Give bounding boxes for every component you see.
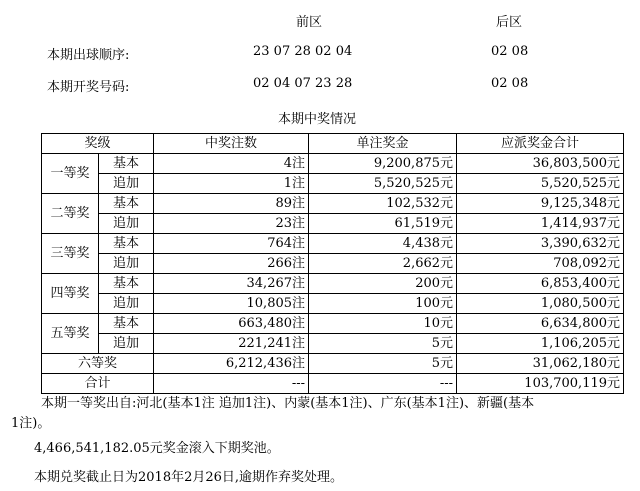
deadline-note: 本期兑奖截止日为2018年2月26日,逾期作弃奖处理。 bbox=[34, 470, 344, 485]
front-zone-heading: 前区 bbox=[296, 15, 323, 30]
draw-order-back-numbers: 02 08 bbox=[491, 44, 529, 59]
winner-count: 266注 bbox=[154, 254, 309, 274]
sum-total: 103,700,119元 bbox=[457, 374, 624, 394]
single-prize: 61,519元 bbox=[309, 214, 457, 234]
col-header-prize: 单注奖金 bbox=[309, 134, 457, 154]
row-type: 基本 bbox=[99, 274, 154, 294]
level-name: 五等奖 bbox=[42, 314, 99, 354]
winner-count: 10,805注 bbox=[154, 294, 309, 314]
winner-count: 221,241注 bbox=[154, 334, 309, 354]
single-prize: 9,200,875元 bbox=[309, 154, 457, 174]
draw-order-label: 本期出球顺序: bbox=[47, 48, 130, 63]
single-prize: 102,532元 bbox=[309, 194, 457, 214]
table-row bbox=[42, 174, 624, 194]
row-type: 基本 bbox=[99, 194, 154, 214]
winner-count: 4注 bbox=[154, 154, 309, 174]
winner-count: 663,480注 bbox=[154, 314, 309, 334]
back-zone-heading: 后区 bbox=[496, 15, 523, 30]
total-prize: 5,520,525元 bbox=[457, 174, 624, 194]
table-row bbox=[42, 274, 624, 294]
draw-order-front-numbers: 23 07 28 02 04 bbox=[253, 44, 353, 59]
winner-count: 6,212,436注 bbox=[154, 354, 309, 374]
table-row bbox=[42, 294, 624, 314]
row-type: 追加 bbox=[99, 334, 154, 354]
row-type: 追加 bbox=[99, 174, 154, 194]
table-row bbox=[42, 334, 624, 354]
row-type: 追加 bbox=[99, 294, 154, 314]
first-prize-origin-line1: 本期一等奖出自:河北(基本1注 追加1注)、内蒙(基本1注)、广东(基本1注)、新疆(基本 bbox=[41, 396, 535, 411]
winner-count: 764注 bbox=[154, 234, 309, 254]
winning-numbers-label: 本期开奖号码: bbox=[47, 80, 130, 95]
single-prize: 5元 bbox=[309, 334, 457, 354]
winning-front-numbers: 02 04 07 23 28 bbox=[253, 76, 353, 91]
table-header-row bbox=[42, 134, 624, 154]
sum-count: --- bbox=[154, 374, 309, 394]
level-name: 三等奖 bbox=[42, 234, 99, 274]
winner-count: 34,267注 bbox=[154, 274, 309, 294]
winner-count: 1注 bbox=[154, 174, 309, 194]
table-row bbox=[42, 154, 624, 174]
col-header-total: 应派奖金合计 bbox=[457, 134, 624, 154]
winning-back-numbers: 02 08 bbox=[491, 76, 529, 91]
row-type: 基本 bbox=[99, 234, 154, 254]
total-prize: 3,390,632元 bbox=[457, 234, 624, 254]
level-name: 四等奖 bbox=[42, 274, 99, 314]
sum-label: 合计 bbox=[42, 374, 154, 394]
table-row bbox=[42, 194, 624, 214]
table-row-sixth bbox=[42, 354, 624, 374]
table-row bbox=[42, 234, 624, 254]
single-prize: 5元 bbox=[309, 354, 457, 374]
total-prize: 6,634,800元 bbox=[457, 314, 624, 334]
single-prize: 100元 bbox=[309, 294, 457, 314]
table-row bbox=[42, 254, 624, 274]
first-prize-origin-line2: 1注)。 bbox=[11, 416, 51, 431]
table-row bbox=[42, 314, 624, 334]
total-prize: 9,125,348元 bbox=[457, 194, 624, 214]
single-prize: 10元 bbox=[309, 314, 457, 334]
table-row-sum bbox=[42, 374, 624, 394]
col-header-level: 奖级 bbox=[42, 134, 154, 154]
total-prize: 1,106,205元 bbox=[457, 334, 624, 354]
single-prize: 200元 bbox=[309, 274, 457, 294]
level-name: 六等奖 bbox=[42, 354, 154, 374]
total-prize: 31,062,180元 bbox=[457, 354, 624, 374]
row-type: 基本 bbox=[99, 154, 154, 174]
total-prize: 1,414,937元 bbox=[457, 214, 624, 234]
total-prize: 36,803,500元 bbox=[457, 154, 624, 174]
rollover-note: 4,466,541,182.05元奖金滚入下期奖池。 bbox=[34, 441, 280, 456]
total-prize: 708,092元 bbox=[457, 254, 624, 274]
single-prize: 2,662元 bbox=[309, 254, 457, 274]
total-prize: 1,080,500元 bbox=[457, 294, 624, 314]
level-name: 一等奖 bbox=[42, 154, 99, 194]
table-title: 本期中奖情况 bbox=[278, 112, 357, 127]
row-type: 追加 bbox=[99, 254, 154, 274]
level-name: 二等奖 bbox=[42, 194, 99, 234]
row-type: 追加 bbox=[99, 214, 154, 234]
single-prize: 4,438元 bbox=[309, 234, 457, 254]
col-header-count: 中奖注数 bbox=[154, 134, 309, 154]
row-type: 基本 bbox=[99, 314, 154, 334]
winner-count: 23注 bbox=[154, 214, 309, 234]
table-row bbox=[42, 214, 624, 234]
single-prize: 5,520,525元 bbox=[309, 174, 457, 194]
total-prize: 6,853,400元 bbox=[457, 274, 624, 294]
winner-count: 89注 bbox=[154, 194, 309, 214]
sum-prize: --- bbox=[309, 374, 457, 394]
prize-table bbox=[41, 133, 624, 394]
